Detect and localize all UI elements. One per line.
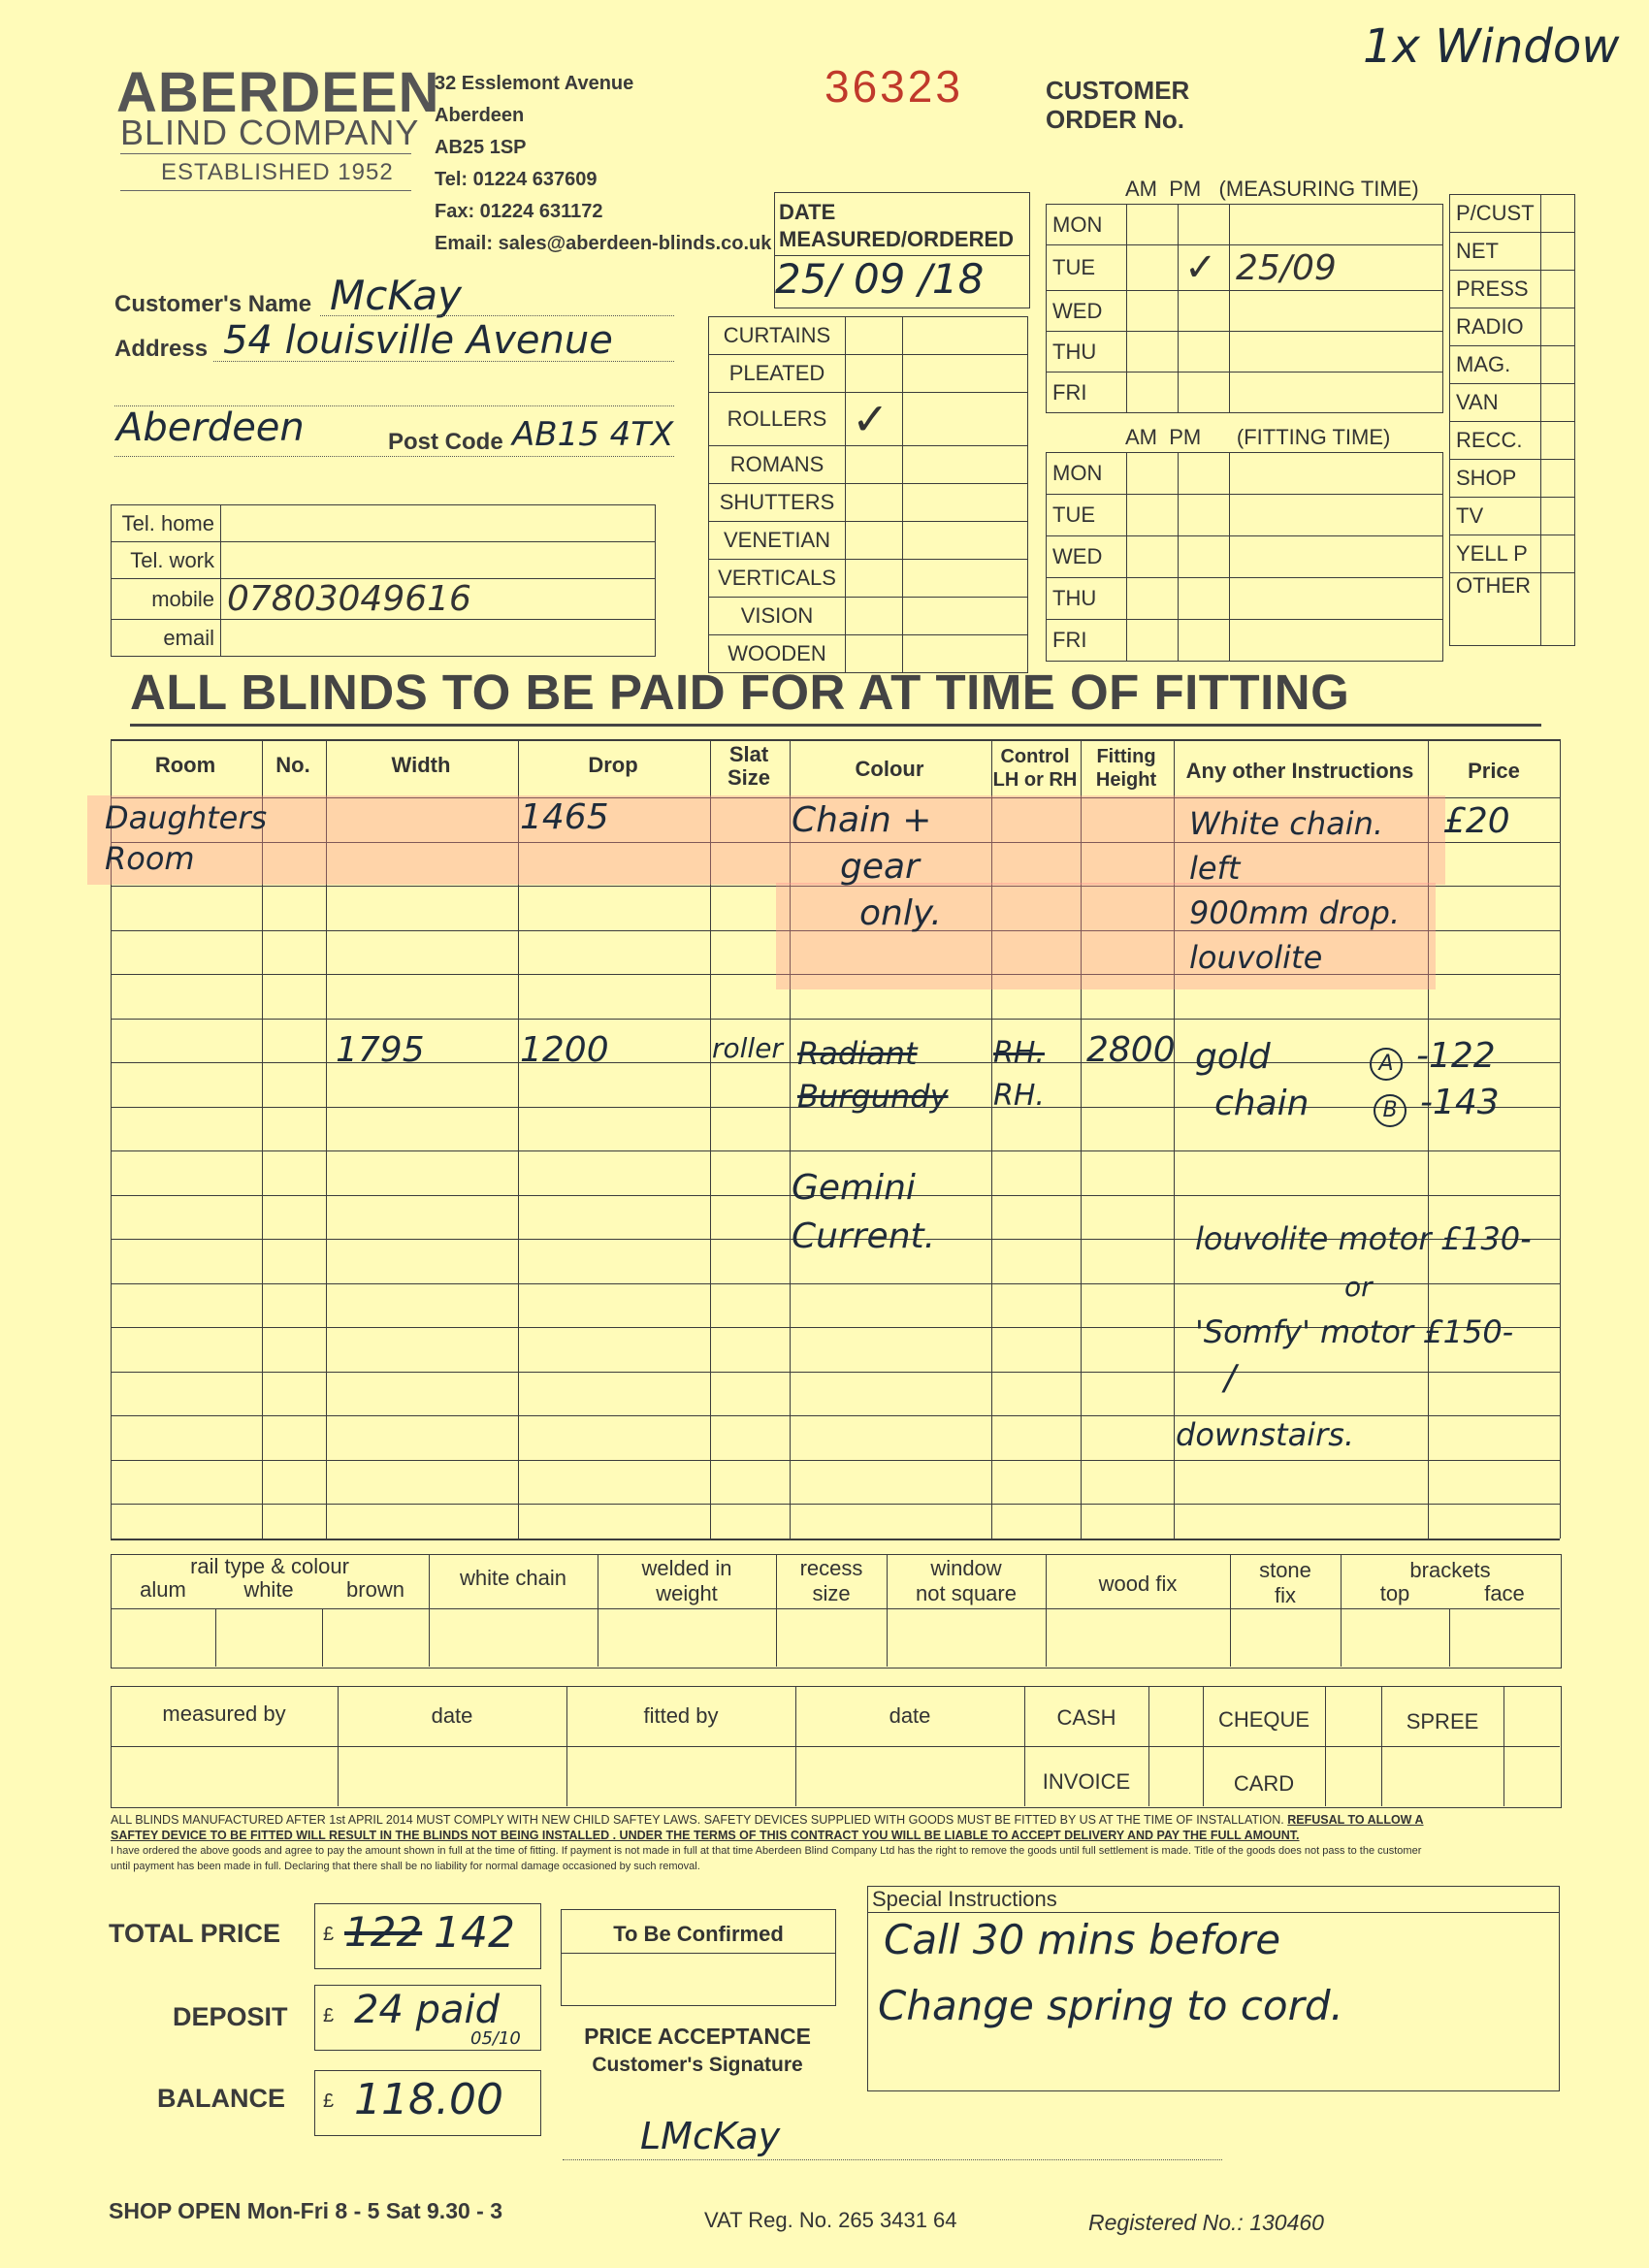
company-name: ABERDEEN	[116, 61, 440, 124]
cash-label: CASH	[1056, 1705, 1116, 1730]
special-instructions-label: Special Instructions	[872, 1887, 1057, 1911]
entry2-width: 1795	[336, 1030, 425, 1070]
entry2-slat: roller	[712, 1032, 783, 1064]
order-label: CUSTOMER ORDER No.	[1046, 76, 1190, 134]
customer-city: Aberdeen	[116, 405, 305, 450]
address-label: Address	[114, 336, 209, 362]
phone-box: Tel. home Tel. work mobile 07803049616 email	[111, 504, 656, 657]
fitting-header: AM PM (FITTING TIME)	[1125, 425, 1391, 449]
total-price-box: £ 122 142	[314, 1903, 541, 1969]
entry1-instructions: White chain. left 900mm drop. louvolite	[1189, 805, 1401, 976]
header-width: Width	[391, 753, 451, 777]
window-not-square-label: window not square	[916, 1556, 1017, 1605]
entry2-fitting-height: 2800	[1086, 1030, 1176, 1070]
vat-number: VAT Reg. No. 265 3431 64	[704, 2208, 957, 2232]
registered-number: Registered No.: 130460	[1088, 2210, 1324, 2235]
card-label: CARD	[1233, 1771, 1295, 1796]
motor-option-1: louvolite motor £130-	[1195, 1220, 1532, 1257]
balance-value: 118.00	[354, 2075, 503, 2124]
date-box: DATE MEASURED/ORDERED 25/ 09 /18	[774, 192, 1030, 308]
price-acceptance: PRICE ACCEPTANCE Customer's Signature	[584, 2024, 811, 2076]
brackets-top: top	[1379, 1581, 1410, 1605]
measured-by-label: measured by	[162, 1701, 286, 1726]
fitted-by-label: fitted by	[643, 1703, 719, 1728]
table-row-line	[111, 1283, 1560, 1284]
special-instructions-box	[867, 1886, 1560, 2091]
entry2-control: RH. RH.	[993, 1036, 1045, 1113]
measuring-header: AM PM (MEASURING TIME)	[1125, 177, 1419, 201]
header-instructions: Any other Instructions	[1185, 759, 1414, 783]
spree-label: SPREE	[1406, 1709, 1479, 1733]
measured-date-label: date	[431, 1703, 473, 1728]
shop-hours: SHOP OPEN Mon-Fri 8 - 5 Sat 9.30 - 3	[109, 2198, 503, 2223]
balance-label: BALANCE	[157, 2084, 285, 2113]
option-b-badge: B	[1374, 1094, 1406, 1127]
invoice-label: INVOICE	[1042, 1769, 1131, 1794]
entry1-colour: Chain + gear only.	[792, 800, 942, 933]
measuring-date: 25/09	[1230, 245, 1443, 291]
header-slat-size: Slat Size	[727, 742, 771, 790]
recess-size-label: recess size	[799, 1556, 863, 1605]
customer-name: McKay	[330, 272, 462, 319]
slash-mark: /	[1224, 1358, 1237, 1398]
rail-type-label: rail type & colour	[190, 1554, 349, 1578]
entry1-price: £20	[1443, 801, 1510, 841]
special-line-1: Call 30 mins before	[884, 1916, 1281, 1963]
payment-banner: ALL BLINDS TO BE PAID FOR AT TIME OF FITTING	[130, 664, 1350, 720]
table-row-line	[111, 1150, 1560, 1151]
fine-print: ALL BLINDS MANUFACTURED AFTER 1st APRIL 2014 MUST COMPLY WITH NEW CHILD SAFTEY LAWS. SAFETY DEVICES SUPPLIED WITH GOODS MUST BE FITTED BY US AT THE TIME OF INSTALLATION. REFUSAL TO ALLOW A SAFTEY DEVICE TO BE FITTED WILL RESULT IN THE BLINDS NOT BEING INSTALLED . UNDER THE TERMS OF THIS CONTRACT YOU WILL BE LIABLE TO ACCEPT DELIVERY AND PAY THE FULL AMOUNT. I have ordered the above goods and agree to pay the amount shown in full at the time of fitting. If payment is not made in full at that time Aberdeen Blind Company Ltd has the right to remove the goods until full settlement is made. Title of the goods does not pass to the customer until payment has been made in full. Declaring that there shall be no liability for normal damage occasioned by such removal.	[111, 1813, 1424, 1872]
total-struck: 122	[344, 1908, 423, 1956]
special-line-2: Change spring to cord.	[878, 1982, 1343, 2029]
table-row-line	[111, 1504, 1560, 1505]
welded-weight-label: welded in weight	[641, 1556, 732, 1605]
measuring-time-table: MON TUE ✓ 25/09 WED THU FRI	[1046, 204, 1443, 413]
entry2-price-a: -122	[1416, 1036, 1496, 1076]
header-drop: Drop	[588, 753, 638, 777]
header-control: Control LH or RH	[992, 746, 1078, 791]
customer-name-label: Customer's Name	[114, 291, 312, 317]
customer-postcode: AB15 4TX	[512, 415, 674, 454]
stone-fix-label: stone fix	[1259, 1558, 1311, 1607]
blind-type-list: CURTAINS PLEATED ROLLERS ✓ ROMANS SHUTTERS VENETIAN VERTICALS VISION WOODEN	[708, 316, 1028, 673]
cheque-label: CHEQUE	[1217, 1707, 1310, 1732]
rail-brown: brown	[346, 1577, 404, 1602]
company-name-line2: BLIND COMPANY	[120, 113, 420, 152]
mobile-number: 07803049616	[221, 579, 656, 620]
fitting-time-table: MON TUE WED THU FRI	[1046, 452, 1443, 662]
header-fitting-height: Fitting Height	[1095, 746, 1157, 791]
table-row-line	[111, 1372, 1560, 1373]
total-price-label: TOTAL PRICE	[109, 1919, 281, 1948]
deposit-value: 24 paid	[354, 1988, 501, 2032]
order-number: 36323	[824, 61, 963, 112]
table-column-line	[1560, 739, 1561, 1539]
header-no: No.	[275, 753, 310, 777]
source-list: P/CUST NET PRESS RADIO MAG. VAN RECC. SHOP TV YELL P OTHER	[1449, 194, 1575, 646]
deposit-box: £ 24 paid 05/10	[314, 1985, 541, 2051]
deposit-date: 05/10	[470, 2028, 521, 2049]
tbc-label: To Be Confirmed	[613, 1922, 784, 1946]
header-price: Price	[1468, 759, 1520, 783]
deposit-label: DEPOSIT	[173, 2002, 288, 2031]
header-colour: Colour	[855, 757, 924, 781]
header-room: Room	[154, 753, 216, 777]
customer-signature: LMcKay	[640, 2115, 781, 2157]
brackets-label: brackets	[1409, 1558, 1491, 1582]
company-address: 32 Esslemont Avenue Aberdeen AB25 1SP Tel: 01224 637609 Fax: 01224 631172 Email: sales@aberdeen-blinds.co.uk	[435, 73, 772, 254]
brackets-face: face	[1484, 1581, 1525, 1605]
downstairs-note: downstairs.	[1176, 1416, 1355, 1453]
table-row-line	[111, 1019, 1560, 1020]
motor-or: or	[1344, 1271, 1373, 1303]
total-value: 142	[434, 1908, 515, 1958]
customer-address: 54 louisville Avenue	[223, 318, 613, 363]
white-chain-label: white chain	[459, 1566, 567, 1590]
table-row-line	[111, 1460, 1560, 1461]
entry1-drop: 1465	[520, 797, 609, 837]
company-established: ESTABLISHED 1952	[161, 159, 394, 185]
entry2-colour-struck: Radiant Burgundy	[797, 1035, 949, 1115]
date-measured: 25/ 09 /18	[775, 255, 985, 303]
tue-tick: ✓	[1179, 245, 1230, 291]
entry1-room: Daughters Room	[105, 799, 268, 877]
rail-white: white	[243, 1577, 294, 1602]
fitted-date-label: date	[889, 1703, 931, 1728]
postcode-label: Post Code	[388, 429, 503, 455]
option-a-badge: A	[1370, 1048, 1403, 1081]
entry2-drop: 1200	[520, 1030, 609, 1070]
entry2-colour: Gemini Current.	[792, 1168, 936, 1256]
rail-alum: alum	[140, 1577, 186, 1602]
wood-fix-label: wood fix	[1098, 1571, 1178, 1596]
corner-note: 1x Window	[1363, 19, 1620, 74]
entry2-instructions: gold chain	[1195, 1037, 1310, 1123]
entry2-price-b: -143	[1420, 1083, 1500, 1122]
motor-option-2: 'Somfy' motor £150-	[1195, 1313, 1514, 1350]
tbc-box	[561, 1909, 836, 2006]
balance-box: £ 118.00	[314, 2070, 541, 2136]
rollers-tick: ✓	[846, 393, 903, 446]
